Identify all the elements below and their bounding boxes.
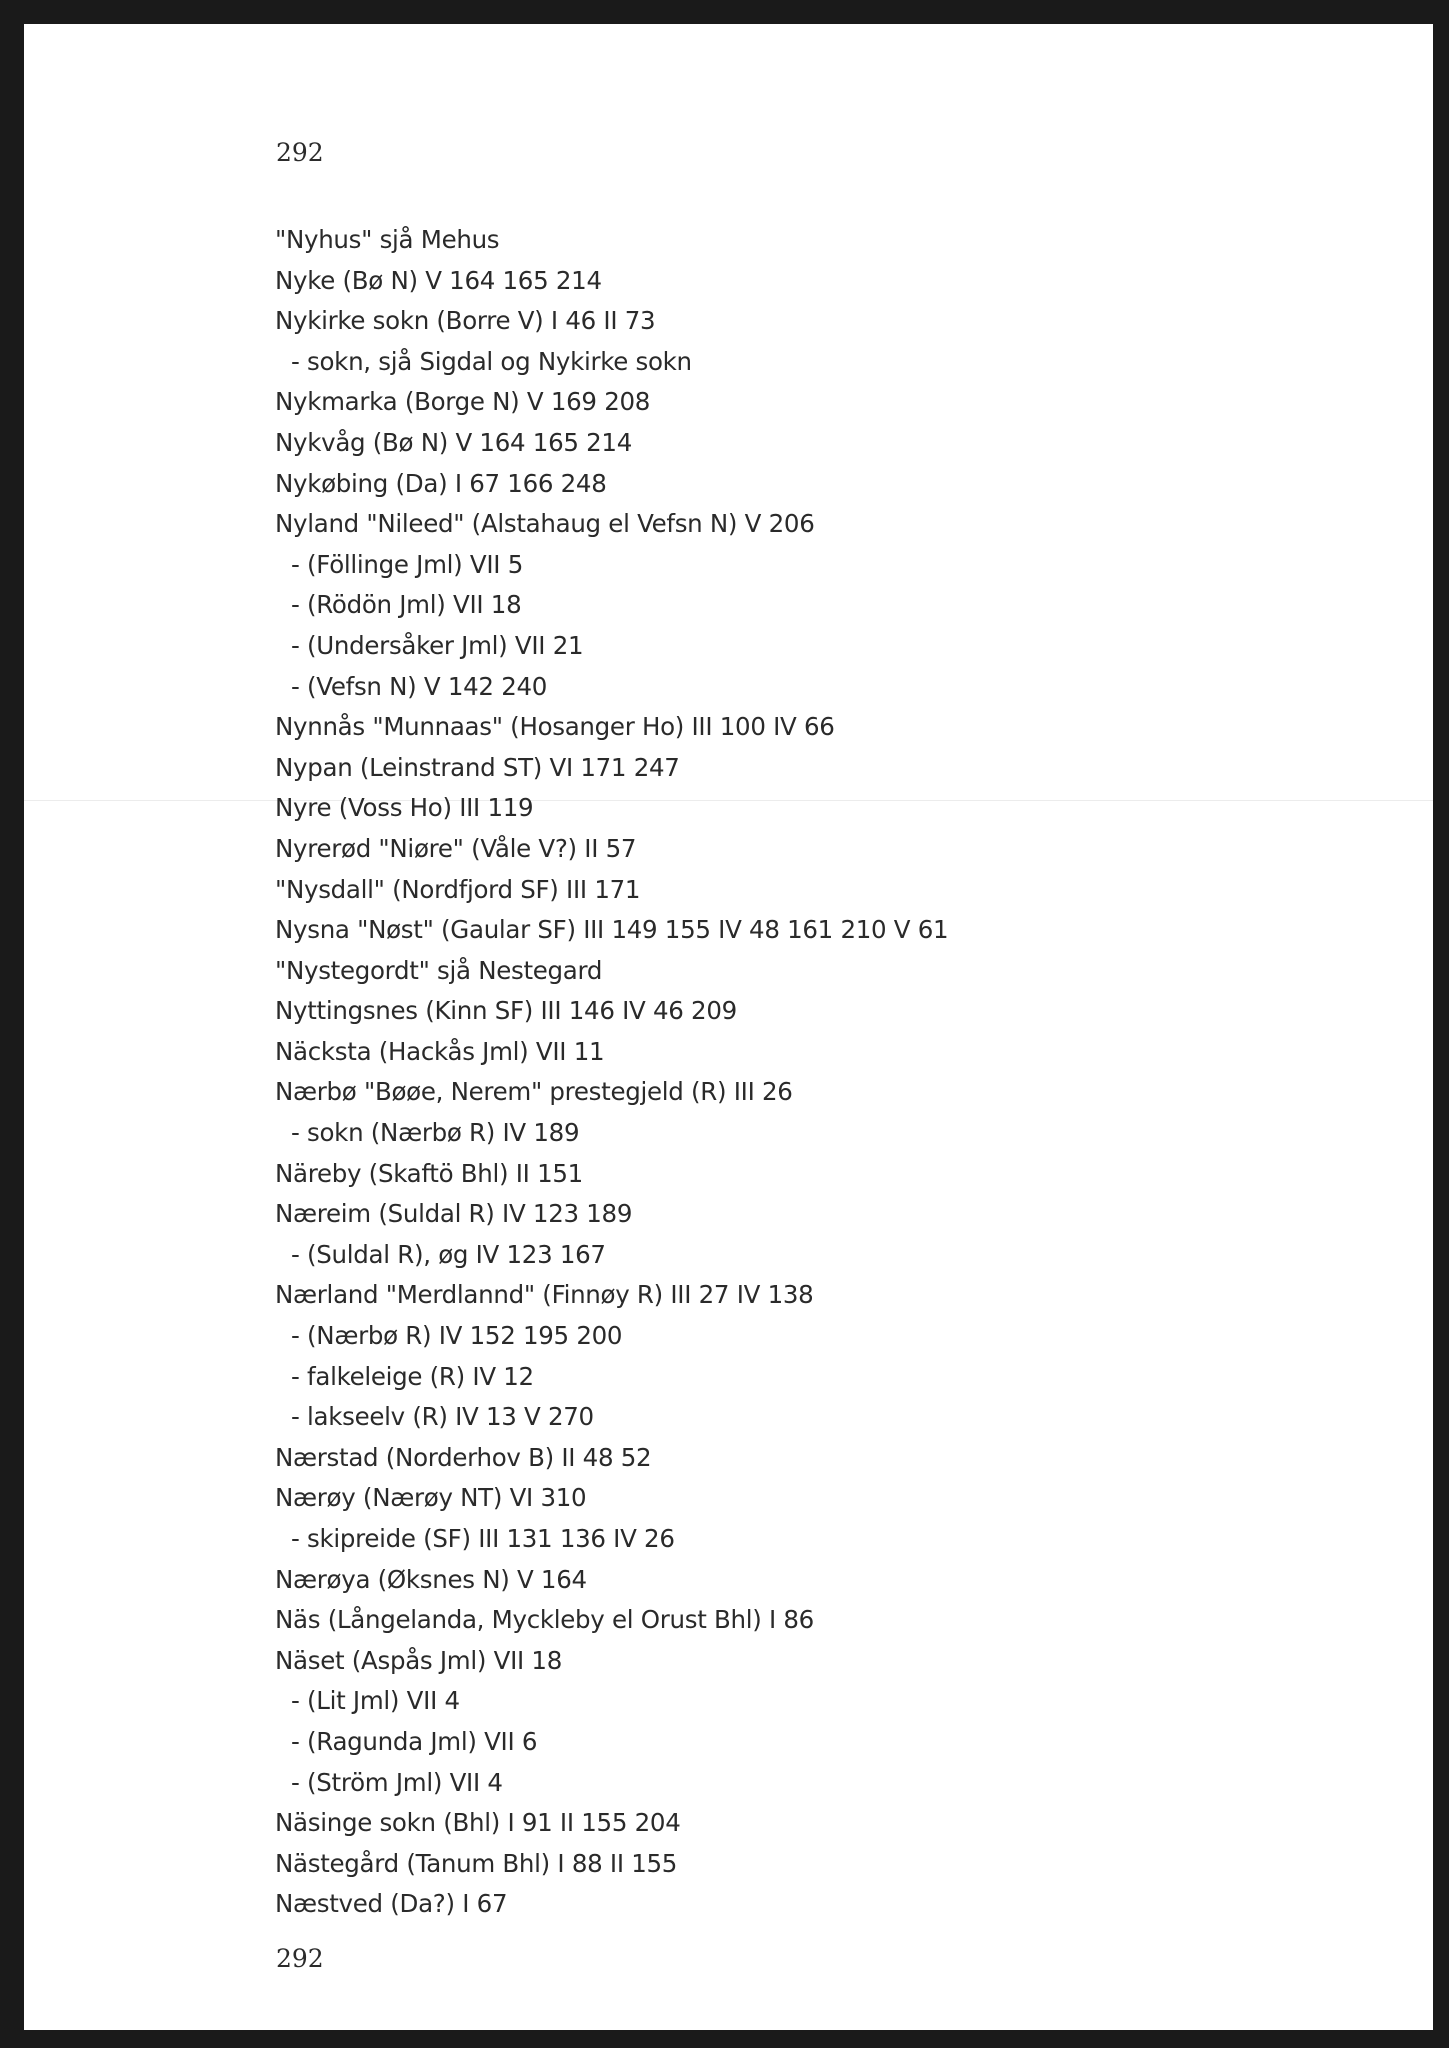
index-entry: "Nyhus" sjå Mehus [275,225,500,254]
index-entry: Nærland "Merdlannd" (Finnøy R) III 27 IV 138 [275,1280,814,1310]
index-entry: Nyre (Voss Ho) III 119 [275,793,534,823]
index-entry: Nykvåg (Bø N) V 164 165 214 [275,427,632,457]
index-subentry: - (Rödön Jml) VII 18 [291,590,522,620]
page-number-top: 292 [276,138,324,167]
index-entry: Næreim (Suldal R) IV 123 189 [275,1199,633,1229]
index-subentry: - lakseelv (R) IV 13 V 270 [291,1402,594,1432]
scanned-page [24,24,1433,2030]
index-entry: Nykøbing (Da) I 67 166 248 [275,468,607,498]
index-entry: Näs (Långelanda, Myckleby el Orust Bhl) I 86 [275,1605,814,1635]
index-entry: Nyttingsnes (Kinn SF) III 146 IV 46 209 [275,996,737,1026]
index-subentry: - (Suldal R), øg IV 123 167 [291,1239,606,1269]
index-subentry: - falkeleige (R) IV 12 [291,1361,534,1391]
index-entry: Nypan (Leinstrand ST) VI 171 247 [275,752,680,782]
index-subentry: - (Nærbø R) IV 152 195 200 [291,1321,623,1351]
index-entry: Nærøy (Nærøy NT) VI 310 [275,1483,587,1513]
index-entry: Nærbø "Bøøe, Nerem" prestegjeld (R) III 26 [275,1077,793,1107]
index-entry: Nynnås "Munnaas" (Hosanger Ho) III 100 IV 66 [275,712,835,742]
index-subentry: - sokn, sjå Sigdal og Nykirke sokn [291,346,692,376]
index-entry: Nysna "Nøst" (Gaular SF) III 149 155 IV 48 161 210 V 61 [275,915,949,945]
index-subentry: - (Ragunda Jml) VII 6 [291,1726,538,1756]
index-entry: Nærstad (Norderhov B) II 48 52 [275,1442,652,1472]
index-subentry: - skipreide (SF) III 131 136 IV 26 [291,1524,675,1553]
index-entry: Nyke (Bø N) V 164 165 214 [275,265,602,295]
page-number-bottom: 292 [276,1944,324,1973]
index-entry: Nærøya (Øksnes N) V 164 [275,1564,587,1594]
index-entry: Näset (Aspås Jml) VII 18 [275,1645,562,1675]
index-entry: Näsinge sokn (Bhl) I 91 II 155 204 [275,1808,681,1838]
index-entry: "Nystegordt" sjå Nestegard [275,955,603,985]
index-entry: Nykirke sokn (Borre V) I 46 II 73 [275,306,656,336]
index-entry: "Nysdall" (Nordfjord SF) III 171 [275,874,641,904]
index-subentry: - (Undersåker Jml) VII 21 [291,630,584,660]
index-subentry: - sokn (Nærbø R) IV 189 [291,1118,580,1148]
index-entry: Nyrerød "Niøre" (Våle V?) II 57 [275,833,637,863]
index-entry: Nykmarka (Borge N) V 169 208 [275,387,651,417]
index-entry: Näcksta (Hackås Jml) VII 11 [275,1036,605,1066]
index-subentry: - (Föllinge Jml) VII 5 [291,549,523,579]
index-subentry: - (Lit Jml) VII 4 [291,1686,460,1716]
index-subentry: - (Vefsn N) V 142 240 [291,671,548,701]
index-entry: Nästegård (Tanum Bhl) I 88 II 155 [275,1848,678,1878]
index-entry: Näreby (Skaftö Bhl) II 151 [275,1158,583,1188]
index-list [275,220,948,1925]
index-subentry: - (Ström Jml) VII 4 [291,1767,503,1797]
index-entry: Nyland "Nileed" (Alstahaug el Vefsn N) V 206 [275,509,815,539]
index-entry: Næstved (Da?) I 67 [275,1889,508,1919]
